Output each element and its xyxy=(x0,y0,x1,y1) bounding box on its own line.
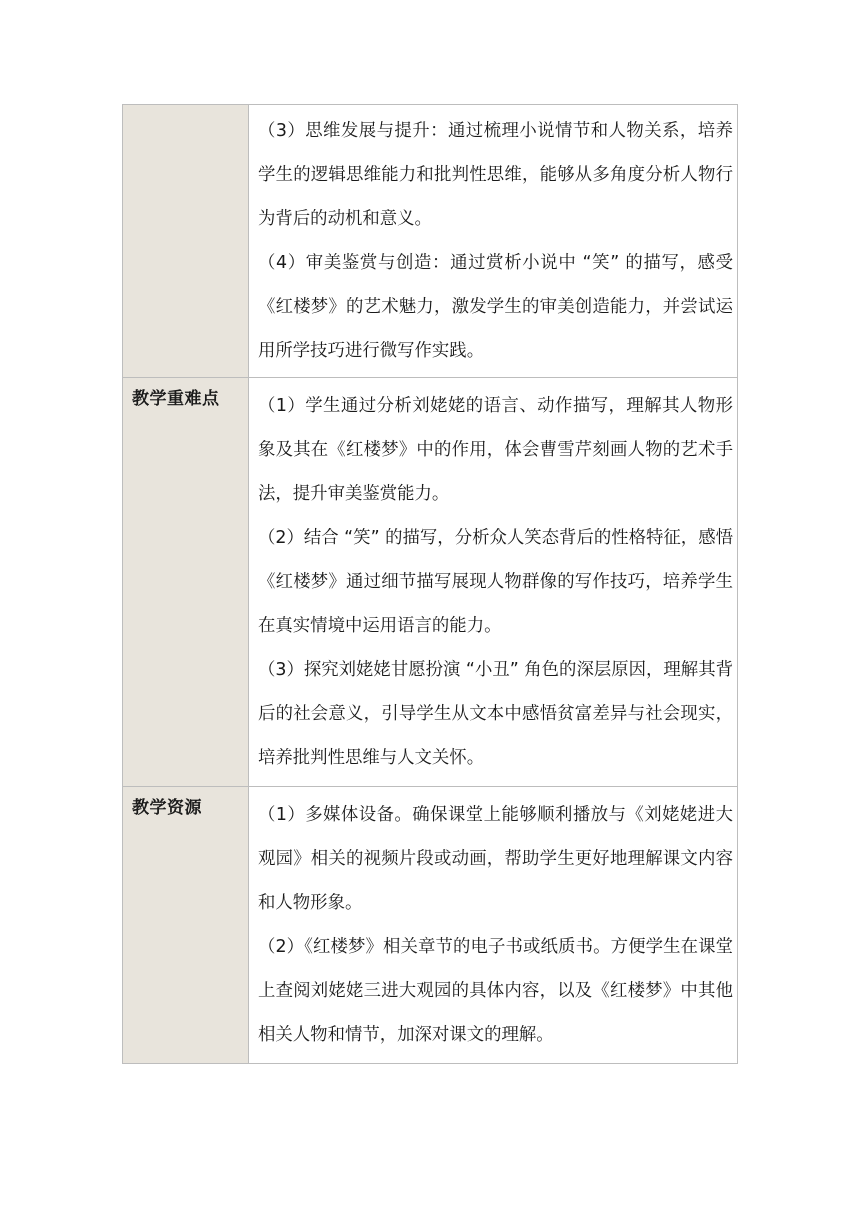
row-label-key-points: 教学重难点 xyxy=(132,389,220,409)
row-label-cell xyxy=(123,787,249,1064)
key-point-paragraph: （1）学生通过分析刘姥姥的语言、动作描写，理解其人物形象及其在《红楼梦》中的作用，体会曹雪芹刻画人物的艺术手法，提升审美鉴赏能力。 xyxy=(258,396,733,504)
row-content-cell xyxy=(249,378,738,787)
row-label-resources: 教学资源 xyxy=(132,798,202,818)
resource-paragraph: （1）多媒体设备。确保课堂上能够顺利播放与《刘姥姥进大观园》相关的视频片段或动画，帮助学生更好地理解课文内容和人物形象。 xyxy=(258,805,733,913)
resource-paragraph: （2）《红楼梦》相关章节的电子书或纸质书。方便学生在课堂上查阅刘姥姥三进大观园的具体内容，以及《红楼梦》中其他相关人物和情节，加深对课文的理解。 xyxy=(258,937,733,1045)
table-row xyxy=(123,378,738,787)
table-row xyxy=(123,787,738,1064)
objective-aesthetic-paragraph: （4）审美鉴赏与创造：通过赏析小说中 “笑” 的描写，感受《红楼梦》的艺术魅力，激发学生的审美创造能力，并尝试运用所学技巧进行微写作实践。 xyxy=(258,253,733,361)
row-label xyxy=(123,105,248,114)
objective-thinking-paragraph: （3）思维发展与提升：通过梳理小说情节和人物关系，培养学生的逻辑思维能力和批判性思维，能够从多角度分析人物行为背后的动机和意义。 xyxy=(258,121,733,229)
table-row xyxy=(123,105,738,378)
lesson-plan-table xyxy=(122,104,738,1064)
row-label-cell xyxy=(123,105,249,378)
key-point-paragraph: （2）结合 “笑” 的描写，分析众人笑态背后的性格特征，感悟《红楼梦》通过细节描写展现人物群像的写作技巧，培养学生在真实情境中运用语言的能力。 xyxy=(258,528,733,636)
key-point-paragraph: （3）探究刘姥姥甘愿扮演 “小丑” 角色的深层原因，理解其背后的社会意义，引导学生从文本中感悟贫富差异与社会现实，培养批判性思维与人文关怀。 xyxy=(258,660,733,768)
row-content-cell xyxy=(249,105,738,378)
row-label-cell xyxy=(123,378,249,787)
row-content-cell xyxy=(249,787,738,1064)
